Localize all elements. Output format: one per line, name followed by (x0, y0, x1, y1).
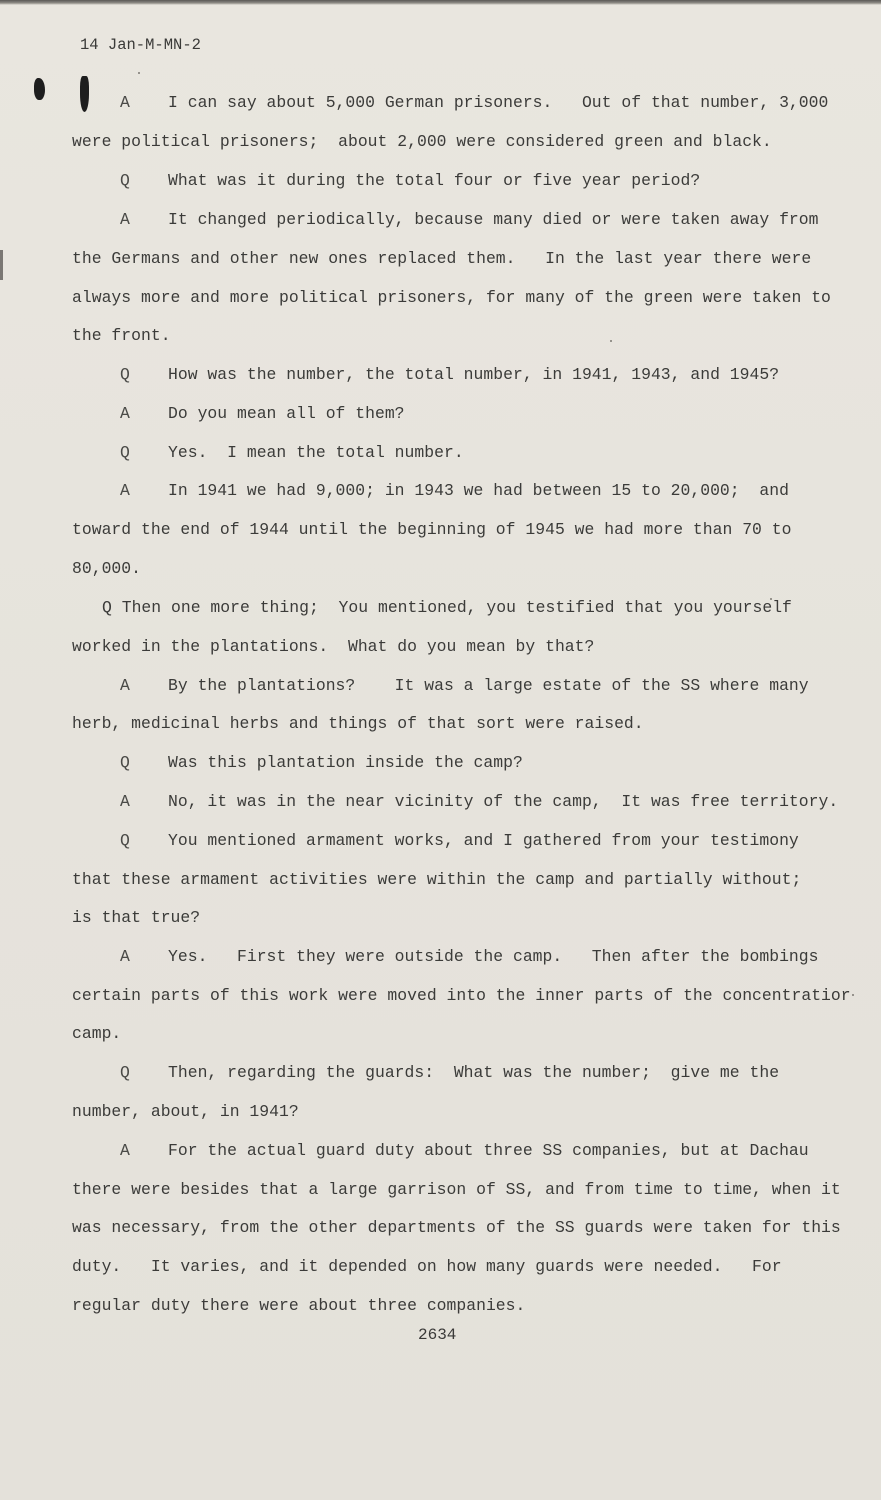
transcript-line: duty. It varies, and it depended on how many guards were needed. For (72, 1257, 782, 1276)
speaker-label: A (120, 792, 130, 811)
transcript-line: were political prisoners; about 2,000 were considered green and black. (72, 132, 772, 151)
transcript-line: was necessary, from the other departments of the SS guards were taken for this (72, 1218, 841, 1237)
speaker-label: Q (120, 171, 130, 190)
ink-blot (34, 78, 45, 100)
transcript-line: In 1941 we had 9,000; in 1943 we had between 15 to 20,000; and (168, 481, 789, 500)
transcript-line: herb, medicinal herbs and things of that sort were raised. (72, 714, 644, 733)
transcript-line: You mentioned armament works, and I gathered from your testimony (168, 831, 799, 850)
transcript-line: Then, regarding the guards: What was the number; give me the (168, 1063, 780, 1082)
transcript-line: Q Then one more thing; You mentioned, you testified that you yourself (102, 598, 792, 617)
transcript-line: Yes. First they were outside the camp. Then after the bombings (168, 947, 819, 966)
transcript-line: certain parts of this work were moved into the inner parts of the concentratior (72, 986, 851, 1005)
transcript-line: there were besides that a large garrison of SS, and from time to time, when it (72, 1180, 841, 1199)
transcript-line: No, it was in the near vicinity of the camp, It was free territory. (168, 792, 839, 811)
speaker-label: Q (120, 365, 130, 384)
document-header: 14 Jan-M-MN-2 (80, 36, 201, 54)
paper-speck (852, 994, 854, 996)
transcript-line: toward the end of 1944 until the beginning of 1945 we had more than 70 to (72, 520, 792, 539)
speaker-label: Q (120, 443, 130, 462)
paper-speck (138, 72, 140, 74)
transcript-line: By the plantations? It was a large estate of the SS where many (168, 676, 809, 695)
transcript-line: worked in the plantations. What do you mean by that? (72, 637, 595, 656)
transcript-line: regular duty there were about three companies. (72, 1296, 526, 1315)
transcript-line: the Germans and other new ones replaced them. In the last year there were (72, 249, 812, 268)
speaker-label: Q (120, 753, 130, 772)
transcript-line: always more and more political prisoners, for many of the green were taken to (72, 288, 831, 307)
transcript-line: that these armament activities were within the camp and partially without; (72, 870, 802, 889)
transcript-line: How was the number, the total number, in 1941, 1943, and 1945? (168, 365, 780, 384)
speaker-label: A (120, 210, 130, 229)
paper-speck (610, 340, 612, 342)
speaker-label: A (120, 1141, 130, 1160)
speaker-label: Q (120, 831, 130, 850)
transcript-line: is that true? (72, 908, 201, 927)
page-number: 2634 (418, 1326, 457, 1344)
transcript-line: It changed periodically, because many died or were taken away from (168, 210, 819, 229)
speaker-label: A (120, 93, 130, 112)
speaker-label: Q (120, 1063, 130, 1082)
transcript-line: number, about, in 1941? (72, 1102, 299, 1121)
transcript-line: Was this plantation inside the camp? (168, 753, 523, 772)
page-edge-mark (0, 250, 3, 280)
speaker-label: A (120, 676, 130, 695)
transcript-line: For the actual guard duty about three SS companies, but at Dachau (168, 1141, 809, 1160)
speaker-label: A (120, 947, 130, 966)
transcript-line: camp. (72, 1024, 122, 1043)
transcript-line: What was it during the total four or five year period? (168, 171, 701, 190)
page-top-edge (0, 0, 881, 5)
transcript-line: the front. (72, 326, 171, 345)
ink-blot (80, 76, 89, 112)
speaker-label: A (120, 481, 130, 500)
transcript-line: 80,000. (72, 559, 141, 578)
transcript-line: Yes. I mean the total number. (168, 443, 464, 462)
transcript-line: Do you mean all of them? (168, 404, 405, 423)
speaker-label: A (120, 404, 130, 423)
transcript-line: I can say about 5,000 German prisoners. Out of that number, 3,000 (168, 93, 829, 112)
